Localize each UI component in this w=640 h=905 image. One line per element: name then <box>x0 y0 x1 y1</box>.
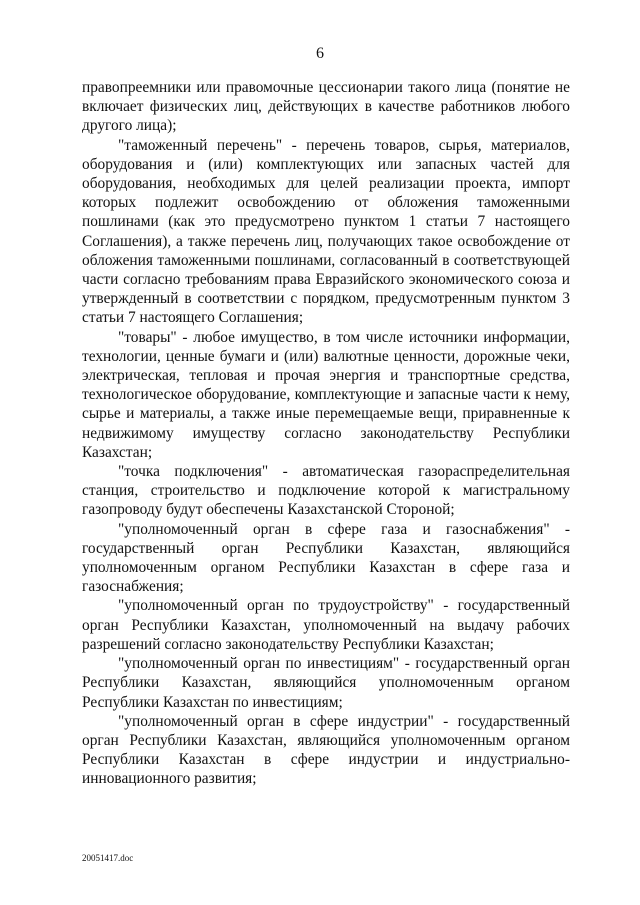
paragraph-successors: правопреемники или правомочные цессионарии такого лица (понятие не включает физических лиц, действующих в качестве работников любого другого лица); <box>82 79 570 135</box>
paragraph-industry-authority: "уполномоченный орган в сфере индустрии" - государственный орган Республики Казахстан, являющийся уполномоченным органом Республики Казахстан в сфере индустрии и индустриально-инновационного развития; <box>82 712 570 788</box>
paragraph-gas-authority: "уполномоченный орган в сфере газа и газоснабжения" - государственный орган Республики Казахстан, являющийся уполномоченным органом Республики Казахстан в сфере газа и газоснабжения; <box>82 520 570 596</box>
page-number: 6 <box>316 45 324 62</box>
document-body <box>82 78 570 789</box>
paragraph-goods: "товары" - любое имущество, в том числе источники информации, технологии, ценные бумаги и (или) валютные ценности, дорожные чеки, электрическая, тепловая и прочая энергия и транспортные средства, технологическое оборудование, комплектующие и запасные части к нему, сырье и материалы, а также иные перемещаемые вещи, приравненные к недвижимому имуществу согласно законодательству Республики Казахстан; <box>82 328 570 461</box>
paragraph-connection-point: "точка подключения" - автоматическая газораспределительная станция, строительство и подключение которой к магистральному газопроводу будут обеспечены Казахстанской Стороной; <box>82 463 570 519</box>
footer-filename: 20051417.doc <box>82 853 134 863</box>
paragraph-customs-list: "таможенный перечень" - перечень товаров, сырья, материалов, оборудования и (или) комплектующих или запасных частей для оборудования, необходимых для целей реализации проекта, импорт которых подлежит освобождению от обложения таможенными пошлинами (как это предусмотрено пунктом 1 статьи 7 настоящего Соглашения), а также перечень лиц, получающих такое освобождение от обложения таможенными пошлинами, согласованный в соответствующей части согласно требованиям права Евразийского экономического союза и утвержденный в соответствии с порядком, предусмотренным пунктом 3 статьи 7 настоящего Соглашения; <box>82 136 570 327</box>
paragraph-investment-authority: "уполномоченный орган по инвестициям" - государственный орган Республики Казахстан, являющийся уполномоченным органом Республики Казахстан по инвестициям; <box>82 655 570 711</box>
paragraph-employment-authority: "уполномоченный орган по трудоустройству" - государственный орган Республики Казахстан, уполномоченный на выдачу рабочих разрешений согласно законодательству Республики Казахстан; <box>82 597 570 653</box>
